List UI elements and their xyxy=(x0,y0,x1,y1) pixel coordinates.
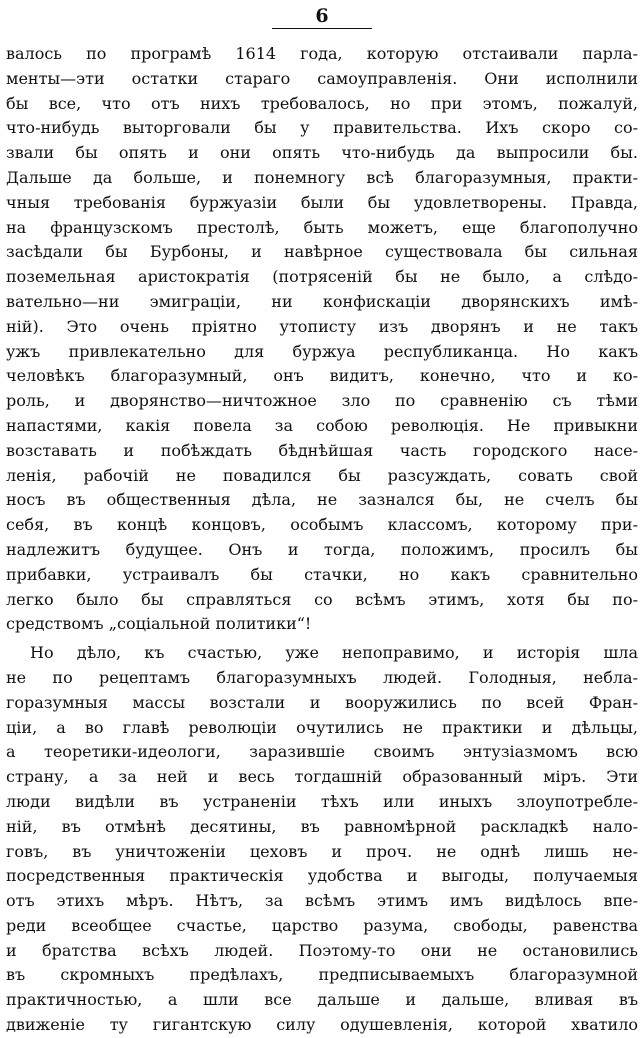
text-line: вательно—ни эмиграціи, ни конфискаціи дворянскихъ имѣ- xyxy=(6,291,638,311)
text-line: Дальше да больше, и понемногу всѣ благоразумныя, практи- xyxy=(6,167,638,187)
text-line: ужъ привлекательно для буржуа республиканца. Но какъ xyxy=(6,341,638,361)
text-line: движеніе ту гигантскую силу одушевленія, которой хватило xyxy=(6,1015,638,1035)
text-line: возставать и побѣждать бѣднѣйшая часть городского насе- xyxy=(6,440,638,460)
text-line: менты—эти остатки стараго самоуправленія. Они исполнили xyxy=(6,68,638,88)
text-line: практичностью, а шли все дальше и дальше, вливая въ xyxy=(6,990,638,1010)
text-line: засѣдали бы Бурбоны, и навѣрное существовала бы сильная xyxy=(6,242,638,262)
text-line: звали бы опять и они опять что-нибудь да выпросили бы. xyxy=(6,143,638,163)
text-line: ній, въ отмѣнѣ десятины, въ равномѣрной раскладкѣ нало- xyxy=(6,816,638,836)
text-line: отъ этихъ мѣръ. Нѣтъ, за всѣмъ этимъ имъ видѣлось впе- xyxy=(6,891,638,911)
text-line: Но дѣло, къ счастью, уже непоправимо, и исторія шла xyxy=(30,643,638,663)
text-line: а теоретики-идеологи, заразившіе своимъ энтузіазмомъ всю xyxy=(6,742,638,762)
text-line: ній). Это очень пріятно утописту изъ дворянъ и не такъ xyxy=(6,316,638,336)
text-line: средствомъ „соціальной политики“! xyxy=(6,614,312,634)
header-rule xyxy=(272,28,372,29)
text-line: напастями, какія повела за собою революція. Не привыкни xyxy=(6,415,638,435)
text-line: въ скромныхъ предѣлахъ, предписываемыхъ благоразумной xyxy=(6,965,638,985)
text-line: посредственныя практическія удобства и выгоды, получаемыя xyxy=(6,866,638,886)
text-line: ленія, рабочій не повадился бы разсуждать, совать свой xyxy=(6,465,638,485)
text-line: реди всеобщее счастье, царство разума, свободы, равенства xyxy=(6,915,638,935)
paragraph xyxy=(6,641,638,1038)
text-line: поземельная аристократія (потрясеній бы не было, а слѣдо- xyxy=(6,267,638,287)
text-line: что-нибудь выторговали бы у правительства. Ихъ скоро со- xyxy=(6,118,638,138)
page-number: 6 xyxy=(315,5,329,27)
text-line: валось по програмѣ 1614 года, которую отстаивали парла- xyxy=(6,44,638,63)
text-line: человѣкъ благоразумный, онъ видитъ, конечно, что и ко- xyxy=(6,366,638,386)
text-line: прибавки, устраивалъ бы стачки, но какъ сравнительно xyxy=(6,564,638,584)
text-line: на французскомъ престолѣ, быть можетъ, еще благополучно xyxy=(6,217,638,237)
text-line: говъ, въ уничтоженіи цеховъ и проч. не однѣ лишь не- xyxy=(6,841,638,861)
text-line: носъ въ общественныя дѣла, не зазнался бы, не счелъ бы xyxy=(6,490,638,510)
text-line: люди видѣли въ устраненіи тѣхъ или иныхъ злоупотребле- xyxy=(6,791,638,811)
text-line: надлежитъ будущее. Онъ и тогда, положимъ, просилъ бы xyxy=(6,539,638,559)
text-line: роль, и дворянство—ничтожное зло по сравненію съ тѣми xyxy=(6,391,638,411)
text-line: чныя требованія буржуазіи были бы удовлетворены. Правда, xyxy=(6,192,638,212)
text-line: себя, въ концѣ концовъ, особымъ классомъ, которому при- xyxy=(6,515,638,535)
text-line: ціи, а во главѣ революціи очутились не практики и дѣльцы, xyxy=(6,717,638,737)
body-text xyxy=(6,42,638,1038)
text-line: бы все, что отъ нихъ требовалось, но при этомъ, пожалуй, xyxy=(6,93,638,113)
text-line: страну, а за ней и весь тогдашній образованный міръ. Эти xyxy=(6,767,638,787)
text-line: и братства всѣхъ людей. Поэтому-то они не остановились xyxy=(6,940,638,960)
paragraph xyxy=(6,42,638,637)
text-line: не по рецептамъ благоразумныхъ людей. Голодныя, небла- xyxy=(6,667,638,687)
text-line: горазумныя массы возстали и вооружились по всей Фран- xyxy=(6,692,638,712)
text-line: легко было бы справляться со всѣмъ этимъ, хотя бы по- xyxy=(6,589,638,609)
